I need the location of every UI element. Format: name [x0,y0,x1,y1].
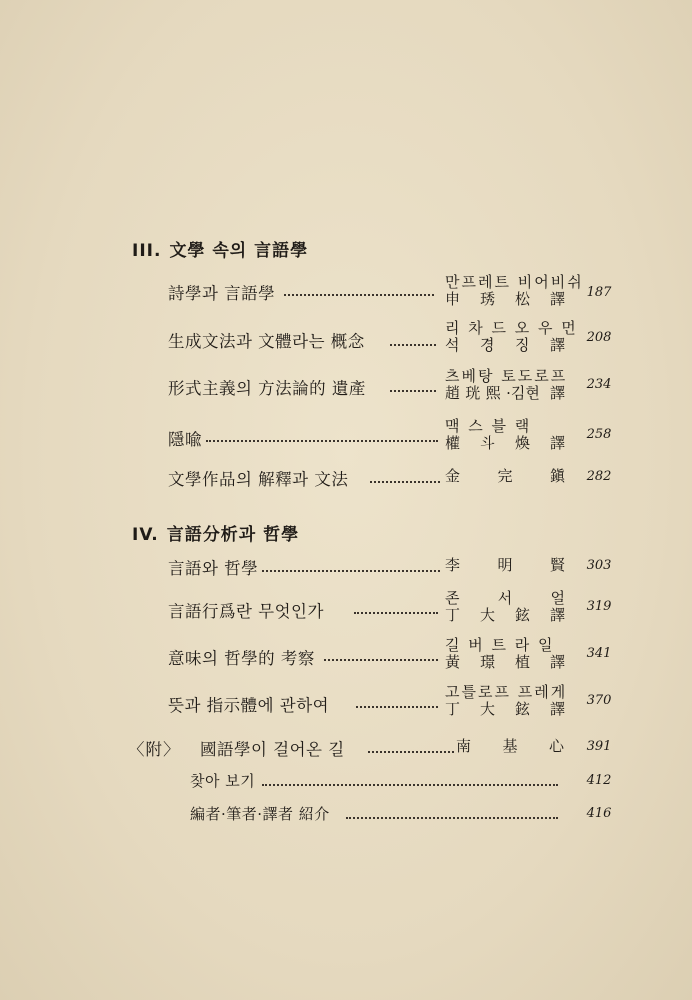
translator-name: 趙珖熙·김현 譯 [445,384,565,402]
page-number: 370 [586,693,612,708]
section-title: 言語分析과 哲學 [166,525,300,545]
entry-title: 뜻과 指示體에 관하여 [168,696,330,715]
entry-author: 李 明 賢 [445,556,565,574]
entry-title: 言語와 哲學 [168,559,259,578]
dot-leader [324,659,438,661]
entry-title: 形式主義의 方法論的 遺產 [168,379,366,398]
entry-title: 國語學이 걸어온 길 [200,740,345,759]
dot-leader [390,390,436,392]
entry-title: 言語行爲란 무엇인가 [168,602,324,621]
page-number: 412 [586,773,612,788]
page-number: 282 [586,469,612,484]
entry-author [445,367,568,402]
dot-leader [284,294,434,296]
dot-leader [262,784,558,786]
section-title: 文學 속의 言語學 [169,241,309,261]
section-heading-3 [132,236,308,261]
entry-author [445,273,584,308]
dot-leader [346,817,558,819]
section-numeral: III. [132,241,162,261]
page-number: 234 [586,377,612,392]
author-name: 리 차 드 오 우 먼 [445,319,578,337]
page-number: 187 [586,285,612,300]
page-number: 208 [586,330,612,345]
dot-leader [368,751,454,753]
entry-author [445,637,565,671]
author-name: 츠베탕 토도로프 [445,367,568,385]
entry-title: 生成文法과 文體라는 概念 [168,332,365,351]
entry-author [445,319,578,354]
entry-title: 詩學과 言語學 [168,284,276,303]
entry-author: 金 完 鎭 [445,467,565,485]
dot-leader [354,612,438,614]
page-number: 258 [586,427,612,442]
entry-author: 南 基 心 [456,737,564,755]
translator-name: 權 斗 煥 譯 [445,434,565,452]
translator-name: 丁 大 鉉 譯 [445,606,565,624]
dot-leader [262,570,440,572]
author-name: 존 서 얼 [445,589,565,607]
page-number: 303 [586,558,612,573]
page-number: 391 [586,739,612,754]
entry-title: 찾아 보기 [190,772,256,790]
translator-name: 黃 璟 植 譯 [445,653,565,671]
dot-leader [370,481,440,483]
entry-title: 意味의 哲學的 考察 [168,649,315,668]
author-name: 길 버 트 라 일 [445,636,555,654]
translator-name: 申 琇 松 譯 [445,290,565,308]
section-numeral: IV. [132,525,159,545]
page-number: 416 [586,806,612,821]
entry-title: 編者·筆者·譯者 紹介 [190,805,330,823]
author-name: 만프레트 비어비쉬 [445,273,584,291]
dot-leader [390,344,436,346]
translator-name: 석 경 징 譯 [445,336,565,354]
entry-author [445,590,565,624]
entry-author [445,683,568,718]
appendix-tag: 〈附〉 [128,740,181,759]
page-number: 319 [586,599,612,614]
author-name: 맥 스 블 랙 [445,417,532,435]
translator-name: 丁 大 鉉 譯 [445,700,565,718]
dot-leader [356,706,438,708]
entry-author [445,418,565,452]
section-heading-4 [132,520,299,545]
author-name: 고틀로프 프레게 [445,683,568,701]
page-number: 341 [586,646,612,661]
entry-title: 文學作品의 解釋과 文法 [168,470,349,489]
dot-leader [206,440,438,442]
entry-title: 隱喩 [168,430,202,449]
